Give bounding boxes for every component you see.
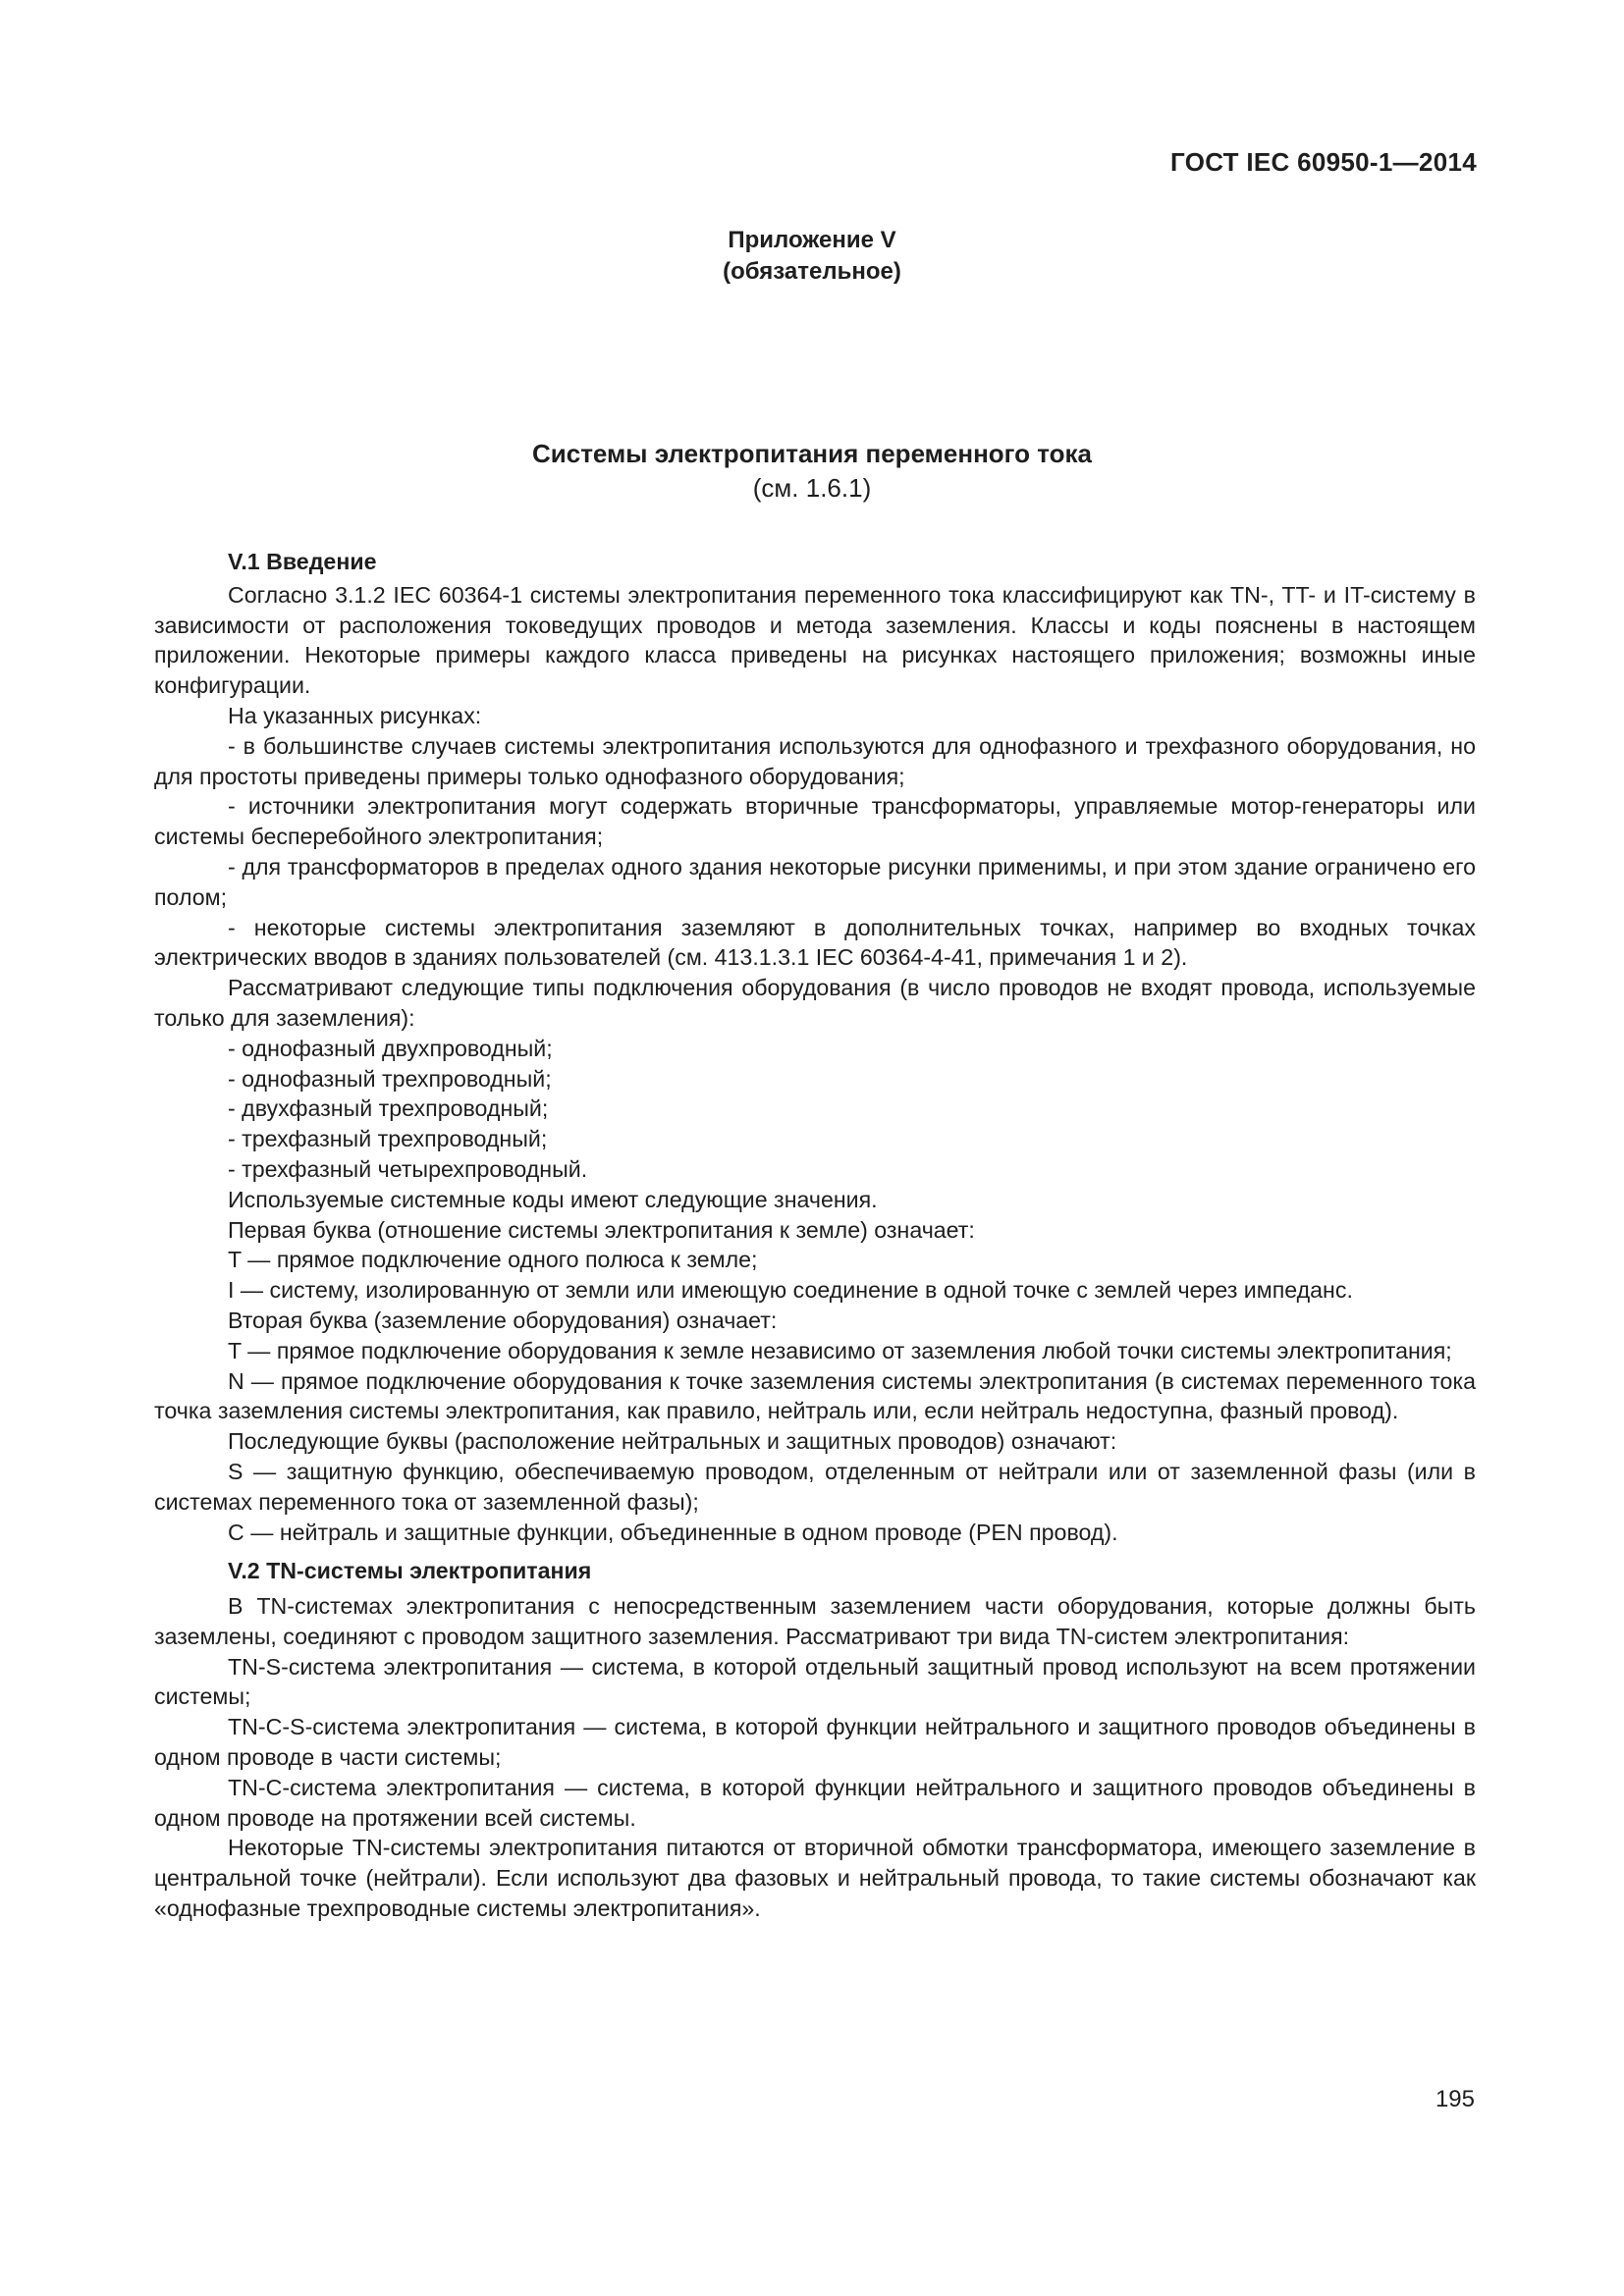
annex-title-main: Системы электропитания переменного тока: [531, 439, 1093, 468]
list-item: - для трансформаторов в пределах одного здания некоторые рисунки применимы, и при этом здание ограничено его полом;: [154, 853, 1476, 910]
paragraph: Первая буква (отношение системы электропитания к земле) означает:: [228, 1216, 975, 1243]
list-item: - некоторые системы электропитания заземляют в дополнительных точках, например во входных точках электрических вводов в зданиях пользователей (см. 413.1.3.1 IEC 60364-4-41, примечания 1 и 2).: [154, 914, 1476, 971]
paragraph: Согласно 3.1.2 IEC 60364-1 системы электропитания переменного тока классифицируют как TN-, TT- и IT-систему в зависимости от расположения токоведущих проводов и метода заземления. Классы и коды пояснены в настоящем приложении. Некоторые примеры каждого класса приведены на рисунках настоящего приложения; возможны иные конфигурации.: [154, 581, 1476, 699]
list-item: - в большинстве случаев системы электропитания используются для однофазного и трехфазного оборудования, но для простоты приведены примеры только однофазного оборудования;: [154, 732, 1476, 789]
paragraph: В TN-системах электропитания с непосредственным заземлением части оборудования, которые должны быть заземлены, соединяют с проводом защитного заземления. Рассматривают три вида TN-систем электропитания:: [154, 1593, 1476, 1649]
annex-heading: [0, 225, 1624, 288]
paragraph: На указанных рисунках:: [228, 702, 482, 728]
annex-status: (обязательное): [723, 258, 901, 285]
section-heading: V.1 Введение: [228, 549, 377, 574]
list-item: - однофазный трехпроводный;: [228, 1065, 552, 1092]
list-item: - однофазный двухпроводный;: [228, 1035, 553, 1061]
paragraph: TN-C-система электропитания — система, в которой функции нейтрального и защитного проводов объединены в одном проводе на протяжении всей системы.: [154, 1774, 1476, 1831]
paragraph: Рассматривают следующие типы подключения оборудования (в число проводов не входят провода, используемые только для заземления):: [154, 975, 1476, 1031]
list-item: - трехфазный четырехпроводный.: [228, 1155, 588, 1182]
paragraph: T — прямое подключение одного полюса к земле;: [228, 1247, 758, 1273]
annex-title-ref: (см. 1.6.1): [752, 473, 872, 503]
section-heading: V.2 TN-системы электропитания: [228, 1558, 592, 1584]
paragraph: C — нейтраль и защитные функции, объединенные в одном проводе (PEN провод).: [228, 1519, 1118, 1545]
paragraph: T — прямое подключение оборудования к земле независимо от заземления любой точки системы электропитания;: [228, 1337, 1452, 1363]
list-item: - источники электропитания могут содержать вторичные трансформаторы, управляемые мотор-генераторы или системы бесперебойного электропитания;: [154, 793, 1476, 850]
paragraph: Используемые системные коды имеют следующие значения.: [228, 1186, 878, 1212]
document-code: ГОСТ IEC 60950-1—2014: [1170, 147, 1477, 177]
paragraph: Последующие буквы (расположение нейтральных и защитных проводов) означают:: [228, 1428, 1117, 1455]
paragraph: I — систему, изолированную от земли или имеющую соединение в одной точке с землей через импеданс.: [228, 1277, 1353, 1304]
paragraph: TN-C-S-система электропитания — система, в которой функции нейтрального и защитного проводов объединены в одном проводе в части системы;: [154, 1714, 1476, 1771]
paragraph: N — прямое подключение оборудования к точке заземления системы электропитания (в системах переменного тока точка заземления системы электропитания, как правило, нейтраль или, если нейтраль недоступна, фазный провод).: [154, 1367, 1476, 1424]
list-item: - трехфазный трехпроводный;: [228, 1126, 548, 1152]
annex-label: Приложение V: [728, 227, 896, 253]
list-item: - двухфазный трехпроводный;: [228, 1095, 549, 1122]
annex-title: [0, 437, 1624, 506]
page-number: 195: [1435, 2086, 1475, 2112]
paragraph: Вторая буква (заземление оборудования) означает:: [228, 1307, 778, 1333]
paragraph: TN-S-система электропитания — система, в которой отдельный защитный провод используют на всем протяжении системы;: [154, 1653, 1476, 1710]
paragraph: Некоторые TN-системы электропитания питаются от вторичной обмотки трансформатора, имеющего заземление в центральной точке (нейтрали). Если используют два фазовых и нейтральный провода, то такие системы обозначают как «однофазные трехпроводные системы электропитания».: [154, 1835, 1476, 1922]
paragraph: S — защитную функцию, обеспечиваемую проводом, отделенным от нейтрали или от заземленной фазы (или в системах переменного тока от заземленной фазы);: [154, 1458, 1476, 1515]
document-body: [154, 547, 1476, 1924]
